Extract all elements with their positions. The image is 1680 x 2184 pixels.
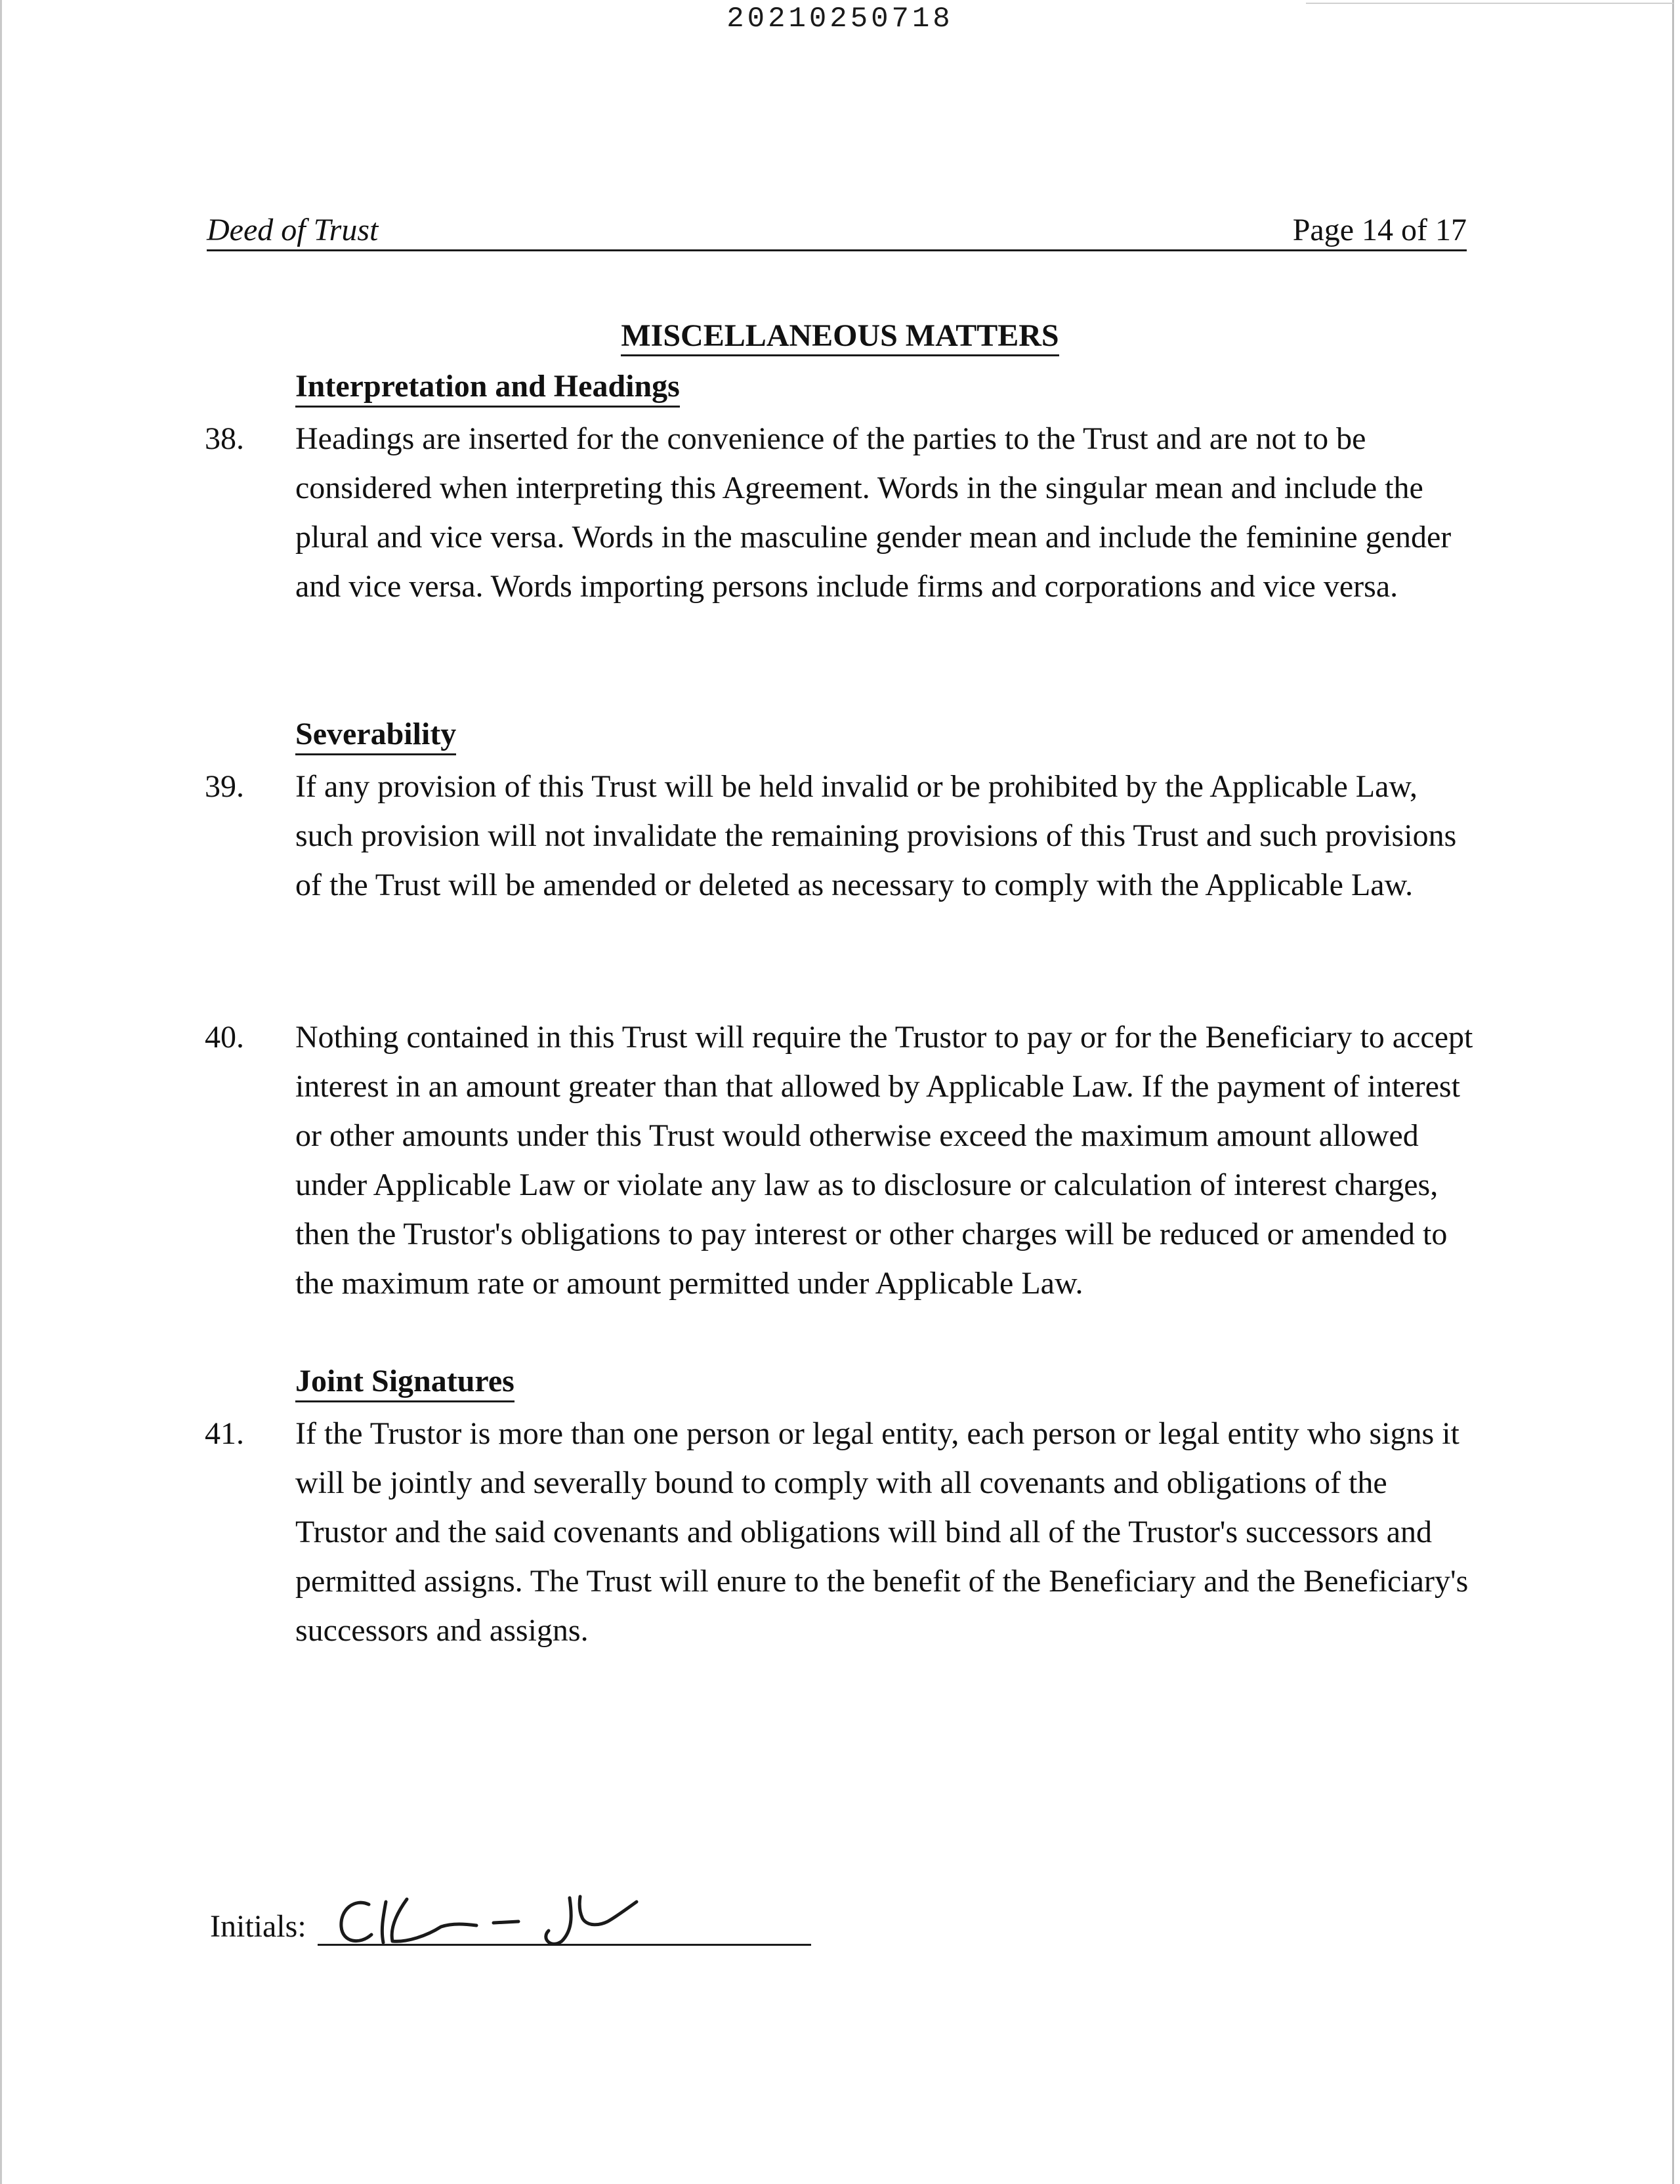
section-title: [0, 318, 1680, 354]
document-id: 20210250718: [726, 3, 954, 35]
initials-label: Initials:: [210, 1909, 306, 1944]
document-title: Deed of Trust: [207, 213, 379, 247]
clause-number-38: 38.: [205, 421, 244, 456]
page-header: [207, 209, 1467, 251]
clause-text-41: If the Trustor is more than one person or legal entity, each person or legal entity who signs it will be jointly and severally bound to comply with all covenants and obligations of the Trustor and the said covenants and obligations will bind all of the Trustor's successors and permitted assigns. The Trust will enure to the benefit of the Beneficiary and the Beneficiary's successors and assigns.: [295, 1416, 1469, 1648]
clause-number-39: 39.: [205, 769, 244, 804]
section-title-text: MISCELLANEOUS MATTERS: [621, 318, 1059, 356]
clause-text-39: If any provision of this Trust will be held invalid or be prohibited by the Applicable Law, such provision will not invalidate the remaining provisions of this Trust and such provisions of the Trust will be amended or deleted as necessary to comply with the Applicable Law.: [295, 769, 1457, 902]
clause-number-40: 40.: [205, 1020, 244, 1055]
clause-heading-interpretation: Interpretation and Headings: [295, 368, 680, 408]
clause-text-40: Nothing contained in this Trust will require the Trustor to pay or for the Beneficiary to accept interest in an amount greater than that allowed by Applicable Law. If the payment of interest or other amounts under this Trust would otherwise exceed the maximum amount allowed under Applicable Law or violate any law as to disclosure or calculation of interest charges, then the Trustor's obligations to pay interest or other charges will be reduced or amended to the maximum rate or amount permitted under Applicable Law.: [295, 1020, 1473, 1301]
clause-number-41: 41.: [205, 1416, 244, 1451]
handwritten-initials-signature: [328, 1890, 696, 1949]
clause-heading-joint-signatures: Joint Signatures: [295, 1362, 514, 1402]
clause-text-38: Headings are inserted for the convenience of the parties to the Trust and are not to be considered when interpreting this Agreement. Words in the singular mean and include the plural and vice versa. Words in the masculine gender mean and include the feminine gender and vice versa. Words importing persons include firms and corporations and vice versa.: [295, 421, 1452, 604]
page-number: Page 14 of 17: [1292, 213, 1467, 247]
clause-heading-severability: Severability: [295, 715, 456, 755]
